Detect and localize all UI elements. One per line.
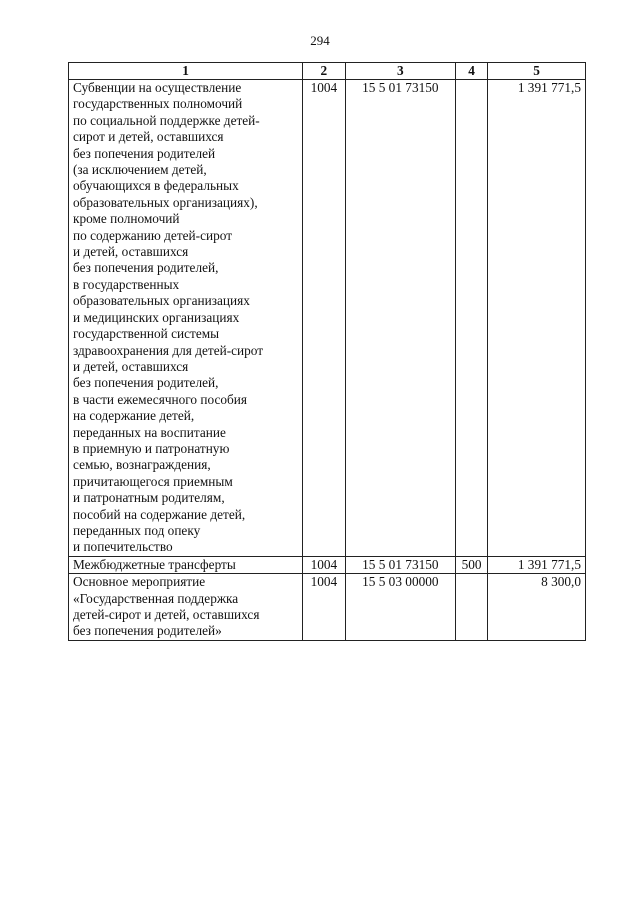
target-article-code: 15 5 01 73150 bbox=[345, 80, 455, 557]
row-name-line: (за исключением детей, bbox=[73, 162, 207, 178]
row-name bbox=[69, 574, 303, 641]
table-body bbox=[69, 80, 586, 641]
column-header-2: 2 bbox=[303, 63, 346, 80]
target-article-code: 15 5 01 73150 bbox=[345, 556, 455, 573]
row-name-line: образовательных организациях), bbox=[73, 194, 258, 210]
row-name-line: без попечения родителей» bbox=[73, 623, 222, 639]
row-name-line: по социальной поддержке детей- bbox=[73, 112, 260, 128]
table-header-row bbox=[69, 63, 586, 80]
budget-table bbox=[68, 62, 586, 641]
row-name-line: здравоохранения для детей-сирот bbox=[73, 342, 264, 358]
row-name-line: в части ежемесячного пособия bbox=[73, 391, 248, 407]
row-name-line: сирот и детей, оставшихся bbox=[73, 129, 224, 145]
row-name-line: в приемную и патронатную bbox=[73, 440, 230, 456]
amount: 1 391 771,5 bbox=[488, 80, 586, 557]
row-name-line: Межбюджетные трансферты bbox=[73, 556, 236, 572]
amount: 1 391 771,5 bbox=[488, 556, 586, 573]
target-article-code: 15 5 03 00000 bbox=[345, 574, 455, 641]
row-name-line: государственной системы bbox=[73, 326, 220, 342]
row-name-line: пособий на содержание детей, bbox=[73, 506, 246, 522]
row-name bbox=[69, 80, 303, 557]
row-name-line: образовательных организациях bbox=[73, 293, 250, 309]
row-name-line: Субвенции на осуществление bbox=[73, 80, 242, 95]
row-name-line: детей-сирот и детей, оставшихся bbox=[73, 607, 260, 622]
row-name-line: семью, вознаграждения, bbox=[73, 457, 211, 473]
row-name-line: переданных под опеку bbox=[73, 522, 201, 538]
table-row bbox=[69, 556, 586, 573]
row-name-line: «Государственная поддержка bbox=[73, 590, 239, 606]
column-header-5: 5 bbox=[488, 63, 586, 80]
row-name-line: и попечительство bbox=[73, 539, 173, 555]
row-name-line: и детей, оставшихся bbox=[73, 358, 189, 374]
row-name-line: Основное мероприятие bbox=[73, 574, 206, 590]
table-row bbox=[69, 574, 586, 641]
row-name-line: на содержание детей, bbox=[73, 408, 195, 424]
row-name-line: без попечения родителей bbox=[73, 145, 216, 161]
row-name-line: государственных полномочий bbox=[73, 96, 243, 112]
section-code: 1004 bbox=[303, 574, 346, 641]
column-header-3: 3 bbox=[345, 63, 455, 80]
row-name-line: обучающихся в федеральных bbox=[73, 178, 239, 194]
row-name-line: причитающегося приемным bbox=[73, 473, 233, 489]
expense-type-code bbox=[455, 80, 487, 557]
row-name-line: переданных на воспитание bbox=[73, 424, 226, 440]
expense-type-code bbox=[455, 574, 487, 641]
column-header-4: 4 bbox=[455, 63, 487, 80]
page-number: 294 bbox=[310, 33, 330, 48]
row-name-line: в государственных bbox=[73, 276, 180, 292]
table-row bbox=[69, 80, 586, 557]
row-name-line: и патронатным родителям, bbox=[73, 490, 225, 506]
row-name-line: и детей, оставшихся bbox=[73, 244, 189, 260]
amount: 8 300,0 bbox=[488, 574, 586, 641]
row-name-line: кроме полномочий bbox=[73, 211, 180, 227]
column-header-1: 1 bbox=[69, 63, 303, 80]
row-name bbox=[69, 556, 303, 573]
row-name-line: по содержанию детей-сирот bbox=[73, 227, 233, 243]
row-name-line: без попечения родителей, bbox=[73, 260, 219, 276]
section-code: 1004 bbox=[303, 80, 346, 557]
row-name-line: и медицинских организациях bbox=[73, 309, 240, 325]
expense-type-code: 500 bbox=[455, 556, 487, 573]
section-code: 1004 bbox=[303, 556, 346, 573]
row-name-line: без попечения родителей, bbox=[73, 375, 219, 391]
